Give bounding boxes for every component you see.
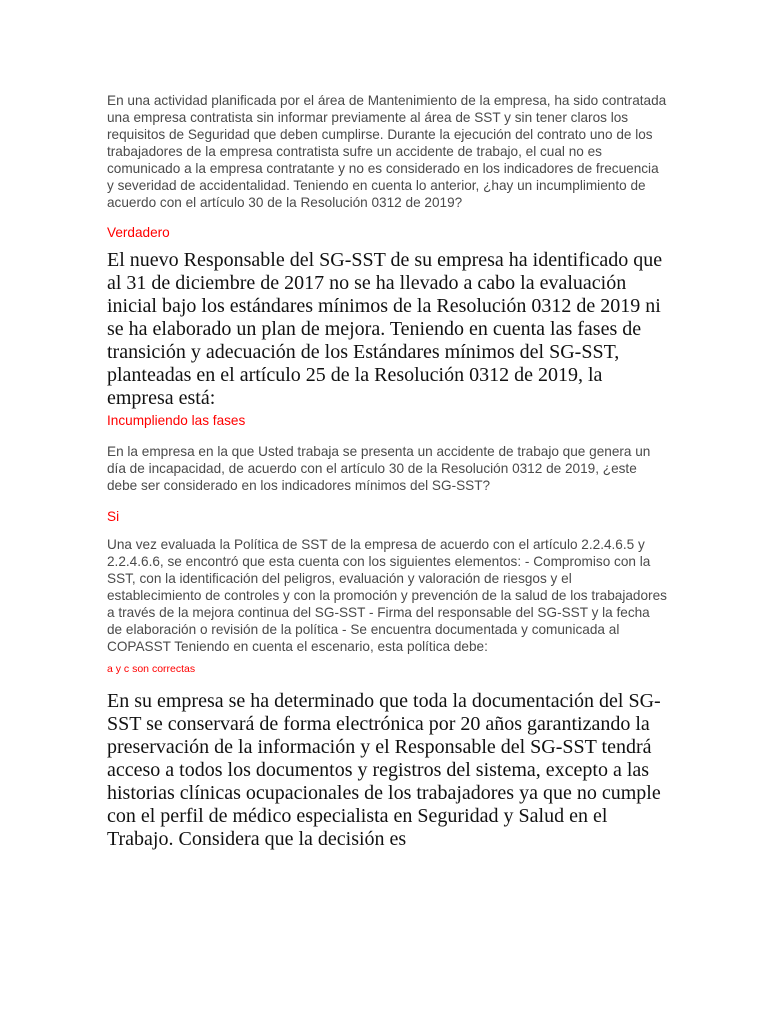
question-1-text: En una actividad planificada por el área de Mantenimiento de la empresa, ha sido contratada una empresa contratista sin informar previamente al área de SST y sin tener claros los requisitos de Seguridad que deben cumplirse. Durante la ejecución del contrato uno de los trabajadores de la empresa contratista sufre un accidente de trabajo, el cual no es comunicado a la empresa contratante y no es considerado en los indicadores de frecuencia y severidad de accidentalidad. Teniendo en cuenta lo anterior, ¿hay un incumplimiento de acuerdo con el artículo 30 de la Resolución 0312 de 2019? [107, 93, 667, 210]
question-3-text: En la empresa en la que Usted trabaja se presenta un accidente de trabajo que genera un día de incapacidad, de acuerdo con el artículo 30 de la Resolución 0312 de 2019, ¿este debe ser considerado en los indicadores mínimos del SG-SST? [107, 444, 651, 493]
answer-4-text: a y c son correctas [107, 663, 196, 675]
document-page [107, 92, 667, 851]
question-5-text: En su empresa se ha determinado que toda la documentación del SG-SST se conservará de forma electrónica por 20 años garantizando la preservación de la información y el Responsable del SG-SST tendrá acceso a todos los documentos y registros del sistema, excepto a las historias clínicas ocupacionales de los trabajadores ya que no cumple con el perfil de médico especialista en Seguridad y Salud en el Trabajo. Considera que la decisión es [107, 690, 661, 850]
answer-3-text: Si [107, 509, 120, 524]
answer-2-text: Incumpliendo las fases [107, 413, 246, 428]
question-2-text: El nuevo Responsable del SG-SST de su empresa ha identificado que al 31 de diciembre de 2017 no se ha llevado a cabo la evaluación inicial bajo los estándares mínimos de la Resolución 0312 de 2019 ni se ha elaborado un plan de mejora. Teniendo en cuenta las fases de transición y adecuación de los Estándares mínimos del SG-SST, planteadas en el artículo 25 de la Resolución 0312 de 2019, la empresa está: [107, 249, 663, 409]
question-4-text: Una vez evaluada la Política de SST de la empresa de acuerdo con el artículo 2.2.4.6.5 y 2.2.4.6.6, se encontró que esta cuenta con los siguientes elementos: - Compromiso con la SST, con la identificación del peligros, evaluación y valoración de riesgos y el establecimiento de controles y con la promoción y prevención de la salud de los trabajadores a través de la mejora continua del SG-SST - Firma del responsable del SG-SST y la fecha de elaboración o revisión de la política - Se encuentra documentada y comunicada al COPASST Teniendo en cuenta el escenario, esta política debe: [107, 537, 667, 654]
answer-1-text: Verdadero [107, 225, 170, 240]
